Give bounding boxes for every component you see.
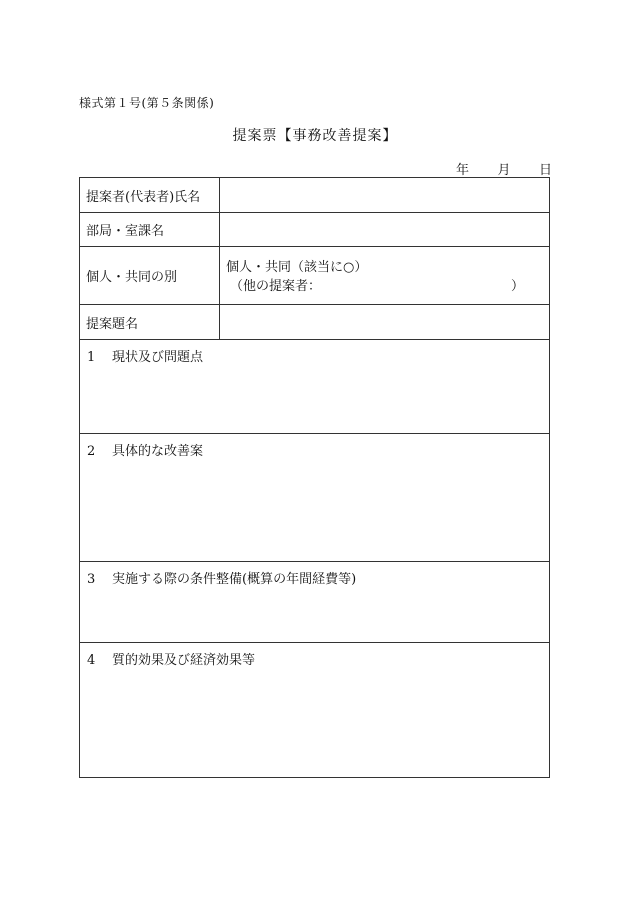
section-number: 2	[87, 444, 96, 459]
proposal-form-table	[79, 177, 550, 778]
date-day-label: 日	[538, 163, 552, 178]
section-effects[interactable]	[80, 643, 549, 777]
form-reference: 様式第１号(第５条関係)	[79, 96, 215, 110]
other-proposers-close: ）	[510, 279, 524, 294]
proposal-title-label: 提案題名	[80, 305, 220, 339]
proposer-name-label: 提案者(代表者)氏名	[80, 178, 220, 212]
date-year-label: 年	[456, 163, 470, 178]
other-proposers-label: （他の提案者：	[230, 279, 322, 294]
document-title: 提案票【事務改善提案】	[232, 128, 398, 144]
section-heading: 具体的な改善案	[112, 444, 204, 459]
proposal-title-field[interactable]	[220, 305, 549, 339]
department-field[interactable]	[220, 213, 549, 246]
proposal-title-row	[80, 305, 549, 340]
department-row	[80, 213, 549, 247]
section-number: 1	[87, 350, 96, 365]
proposal-type-field[interactable]	[220, 247, 549, 304]
section-heading: 実施する際の条件整備(概算の年間経費等)	[112, 572, 357, 587]
section-heading: 現状及び問題点	[112, 350, 204, 365]
date-month-label: 月	[497, 163, 511, 178]
section-current-issues[interactable]	[80, 340, 549, 434]
proposal-type-label: 個人・共同の別	[80, 247, 220, 304]
proposal-type-row	[80, 247, 549, 305]
other-proposers-line	[226, 277, 524, 296]
section-improvement-plan[interactable]	[80, 434, 549, 562]
department-label: 部局・室課名	[80, 213, 220, 246]
proposal-type-options: 個人・共同（該当に○）	[226, 260, 368, 275]
section-number: 4	[87, 653, 96, 668]
section-number: 3	[87, 572, 96, 587]
section-implementation-conditions[interactable]	[80, 562, 549, 643]
date-line	[456, 159, 552, 178]
proposer-name-field[interactable]	[220, 178, 549, 212]
section-heading: 質的効果及び経済効果等	[112, 653, 256, 668]
proposer-name-row	[80, 178, 549, 213]
